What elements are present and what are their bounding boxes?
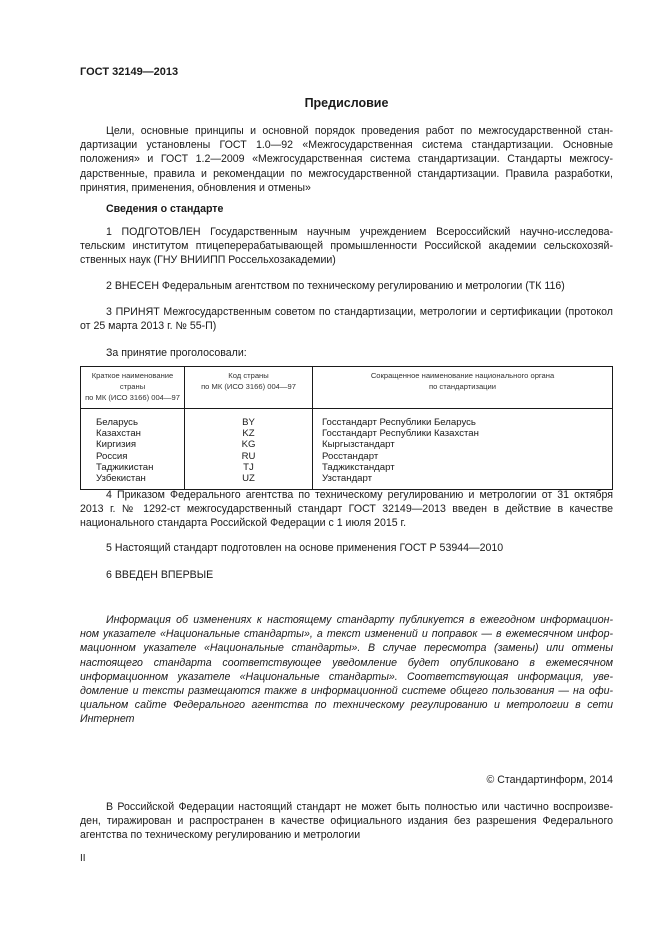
item-3-text: 3 ПРИНЯТ Межгосударственным советом по стандартизации, метрологии и сертификации [106, 306, 562, 318]
item-6-paragraph [80, 568, 613, 582]
section-heading: Сведения о стандарте [106, 203, 224, 215]
item-3-paragraph [80, 305, 613, 333]
legal-text: В Российской Федерации настоящий стандарт не может быть полностью или частично воспроизве- [106, 801, 613, 813]
country-cell: Таджикистан [81, 462, 185, 473]
column-header-code [185, 367, 313, 409]
item-6-text: 6 ВВЕДЕН ВПЕРВЫЕ [106, 569, 214, 581]
intro-paragraph [80, 124, 613, 195]
item-5-paragraph [80, 541, 613, 555]
item-1-text: тельским институтом птицеперерабатывающей промышленности Российской академии сельскохозяй- [80, 240, 613, 253]
country-cell: Россия [81, 451, 185, 462]
info-text: настоящего стандарта соответствующее уведомление будет опубликовано в ежемесячном [80, 656, 613, 669]
item-4-text: 2013 г. № 1292-ст межгосударственный стандарт ГОСТ 32149—2013 введен в действие в качестве [80, 503, 613, 516]
code-cell: RU [185, 451, 313, 462]
page-title: Предисловие [304, 96, 389, 110]
standard-code: ГОСТ 32149—2013 [80, 66, 179, 78]
table-row [81, 428, 613, 439]
country-cell: Узбекистан [81, 473, 185, 490]
intro-text: положения» и ГОСТ 1.2—2009 «Межгосударственная система стандартизации. Стандарты межгосу- [80, 153, 613, 166]
item-5-text: 5 Настоящий стандарт подготовлен на основе применения ГОСТ Р 53944—2010 [106, 542, 504, 554]
item-1-text: ственных наук (ГНУ ВНИИПП Россельхозакадемии) [80, 254, 336, 267]
legal-text: агентства по техническому регулированию и метрологии [80, 829, 361, 842]
country-cell: Казахстан [81, 428, 185, 439]
column-header-text: по стандартизации [428, 382, 497, 391]
column-header-text: Код страны [228, 371, 269, 380]
info-text: домление и тексты размещаются также в информационной системе общего пользования — на офи- [80, 685, 613, 698]
country-cell: Беларусь [81, 409, 185, 429]
code-cell: TJ [185, 462, 313, 473]
info-text: Информация об изменениях к настоящему стандарту публикуется в ежегодном информацион- [106, 614, 613, 626]
item-4-text: 4 Приказом Федерального агентства по техническому регулированию и метрологии от 31 октября [106, 489, 613, 501]
code-cell: BY [185, 409, 313, 429]
info-text: циальном сайте Федерального агентства по техническому регулированию и метрологии в сети [80, 699, 613, 712]
copyright-notice: © Стандартинформ, 2014 [486, 774, 613, 786]
table-row [81, 409, 613, 429]
intro-text: принятия, применения, обновления и отмены» [80, 181, 311, 194]
info-text: ном указателе «Национальные стандарты», а текст изменений и поправок — в ежемесячном инфор- [80, 628, 613, 641]
table-row [81, 462, 613, 473]
national-body-cell: Узстандарт [313, 473, 613, 490]
item-4-paragraph [80, 488, 613, 531]
info-text: информационном указателе «Национальные стандарты». Соответствующая информация, уве- [80, 670, 613, 683]
votes-label: За принятие проголосовали: [106, 347, 247, 359]
column-header-country [81, 367, 185, 409]
info-text: Интернет [80, 713, 135, 726]
table-row [81, 439, 613, 450]
item-2-paragraph [80, 279, 613, 293]
column-header-text: Сокращенное наименование национального органа [370, 371, 555, 380]
intro-text: дартизации установлены ГОСТ 1.0—92 «Межгосударственная система стандартизации. Основные [80, 139, 613, 152]
legal-notice-paragraph [80, 800, 613, 843]
national-body-cell: Таджикстандарт [313, 462, 613, 473]
member-states-table [80, 366, 613, 490]
item-1-paragraph [80, 225, 613, 268]
code-cell: UZ [185, 473, 313, 490]
code-cell: KZ [185, 428, 313, 439]
info-text: мационном указателе «Национальные стандарты». В случае пересмотра (замены) или отмены [80, 642, 613, 655]
legal-text: ден, тиражирован и распространен в качестве официального издания без разрешения Федерального [80, 815, 613, 828]
item-2-text: 2 ВНЕСЕН Федеральным агентством по техническому регулированию и метрологии (ТК 116) [106, 280, 565, 292]
column-header-national-body [313, 367, 613, 409]
column-header-text: по МК (ИСО 3166) 004—97 [85, 393, 180, 402]
item-3-text: (протокол от 25 марта 2013 г. № 55-П) [80, 306, 613, 333]
code-cell: KG [185, 439, 313, 450]
page-number: II [80, 853, 86, 864]
intro-text: Цели, основные принципы и основной порядок проведения работ по межгосударственной стан- [106, 125, 613, 137]
national-body-cell: Росстандарт [313, 451, 613, 462]
item-4-text: национального стандарта Российской Федерации с 1 июля 2015 г. [80, 517, 407, 530]
column-header-text: по МК (ИСО 3166) 004—97 [201, 382, 296, 391]
item-1-text: 1 ПОДГОТОВЛЕН Государственным научным учреждением Всероссийский научно-исследова- [106, 226, 613, 238]
national-body-cell: Кыргызстандарт [313, 439, 613, 450]
column-header-text: Краткое наименование страны [91, 371, 174, 391]
national-body-cell: Госстандарт Республики Беларусь [313, 409, 613, 429]
national-body-cell: Госстандарт Республики Казахстан [313, 428, 613, 439]
table-row [81, 451, 613, 462]
amendments-info-paragraph [80, 613, 613, 727]
table-header-row [81, 367, 613, 409]
country-cell: Киргизия [81, 439, 185, 450]
intro-text: дарственные, правила и рекомендации по межгосударственной стандартизации. Правила разработки, [80, 167, 613, 180]
